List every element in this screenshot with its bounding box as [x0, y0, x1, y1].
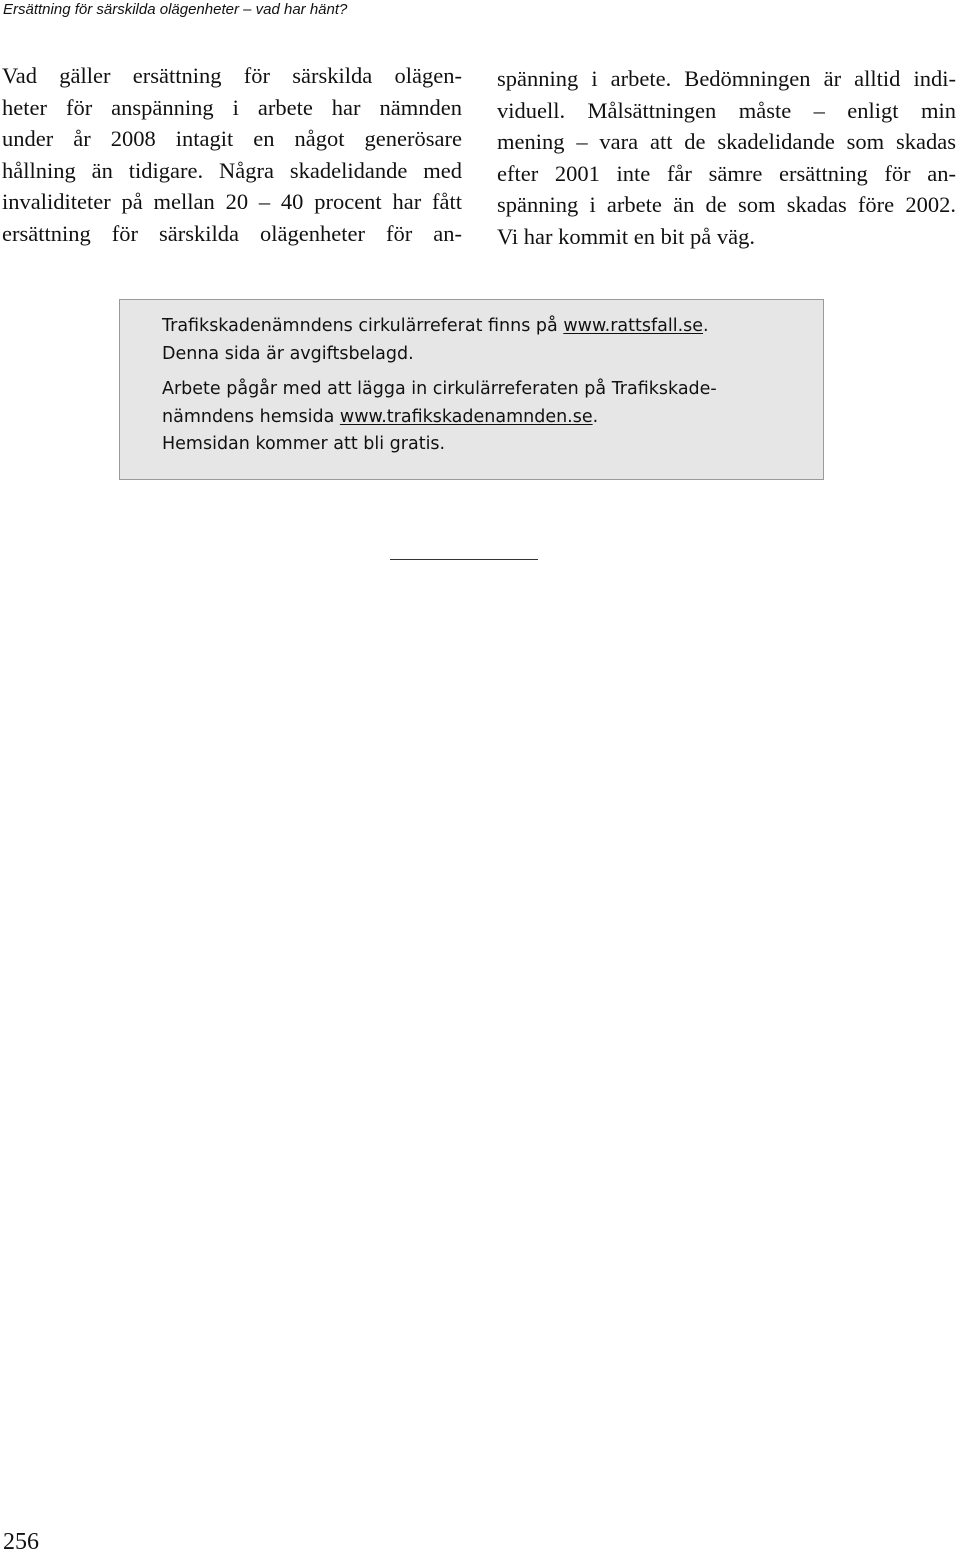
info-box-content	[162, 313, 782, 459]
page-number: 256	[3, 1529, 39, 1555]
text-line: invaliditeter på mellan 20 – 40 procent har fått	[2, 189, 462, 215]
info-paragraph-2	[162, 376, 782, 459]
info-line: Arbete pågår med att lägga in cirkulärreferaten på Trafikskade-	[162, 379, 717, 399]
right-column	[497, 63, 956, 253]
info-line: Hemsidan kommer att bli gratis.	[162, 434, 446, 454]
text-line: spänning i arbete. Bedömningen är alltid indi-	[497, 66, 956, 91]
info-text: .	[703, 316, 709, 336]
info-line	[162, 404, 782, 432]
info-text: nämndens hemsida	[162, 406, 340, 427]
info-line: Denna sida är avgiftsbelagd.	[162, 343, 414, 364]
left-column	[2, 60, 462, 250]
info-paragraph-1	[162, 313, 782, 368]
info-box	[119, 299, 824, 480]
text-line: Vad gäller ersättning för särskilda olägen-	[2, 63, 462, 88]
divider-rule	[390, 559, 538, 560]
info-text: .	[592, 406, 599, 427]
text-line: mening – vara att de skadelidande som skadas	[497, 129, 956, 155]
text-line: hållning än tidigare. Några skadelidande med	[2, 157, 462, 183]
text-line: efter 2001 inte får sämre ersättning för an-	[497, 160, 956, 186]
running-head: Ersättning för särskilda olägenheter – vad har hänt?	[3, 1, 348, 18]
text-line: ersättning för särskilda olägenheter för an-	[2, 220, 462, 246]
trafikskadenamnden-link[interactable]: www.trafikskadenamnden.se	[339, 406, 593, 427]
rattsfall-link[interactable]: www.rattsfall.se	[563, 316, 704, 336]
text-line: Vi har kommit en bit på väg.	[497, 223, 755, 249]
text-line: spänning i arbete än de som skadas före 2002.	[497, 192, 956, 218]
info-text: Trafikskadenämndens cirkulärreferat finns på	[162, 316, 564, 336]
text-line: heter för anspänning i arbete har nämnden	[2, 94, 462, 120]
text-line: viduell. Målsättningen måste – enligt min	[497, 97, 956, 123]
info-line	[162, 313, 782, 341]
text-line: under år 2008 intagit en något generösare	[2, 126, 462, 152]
